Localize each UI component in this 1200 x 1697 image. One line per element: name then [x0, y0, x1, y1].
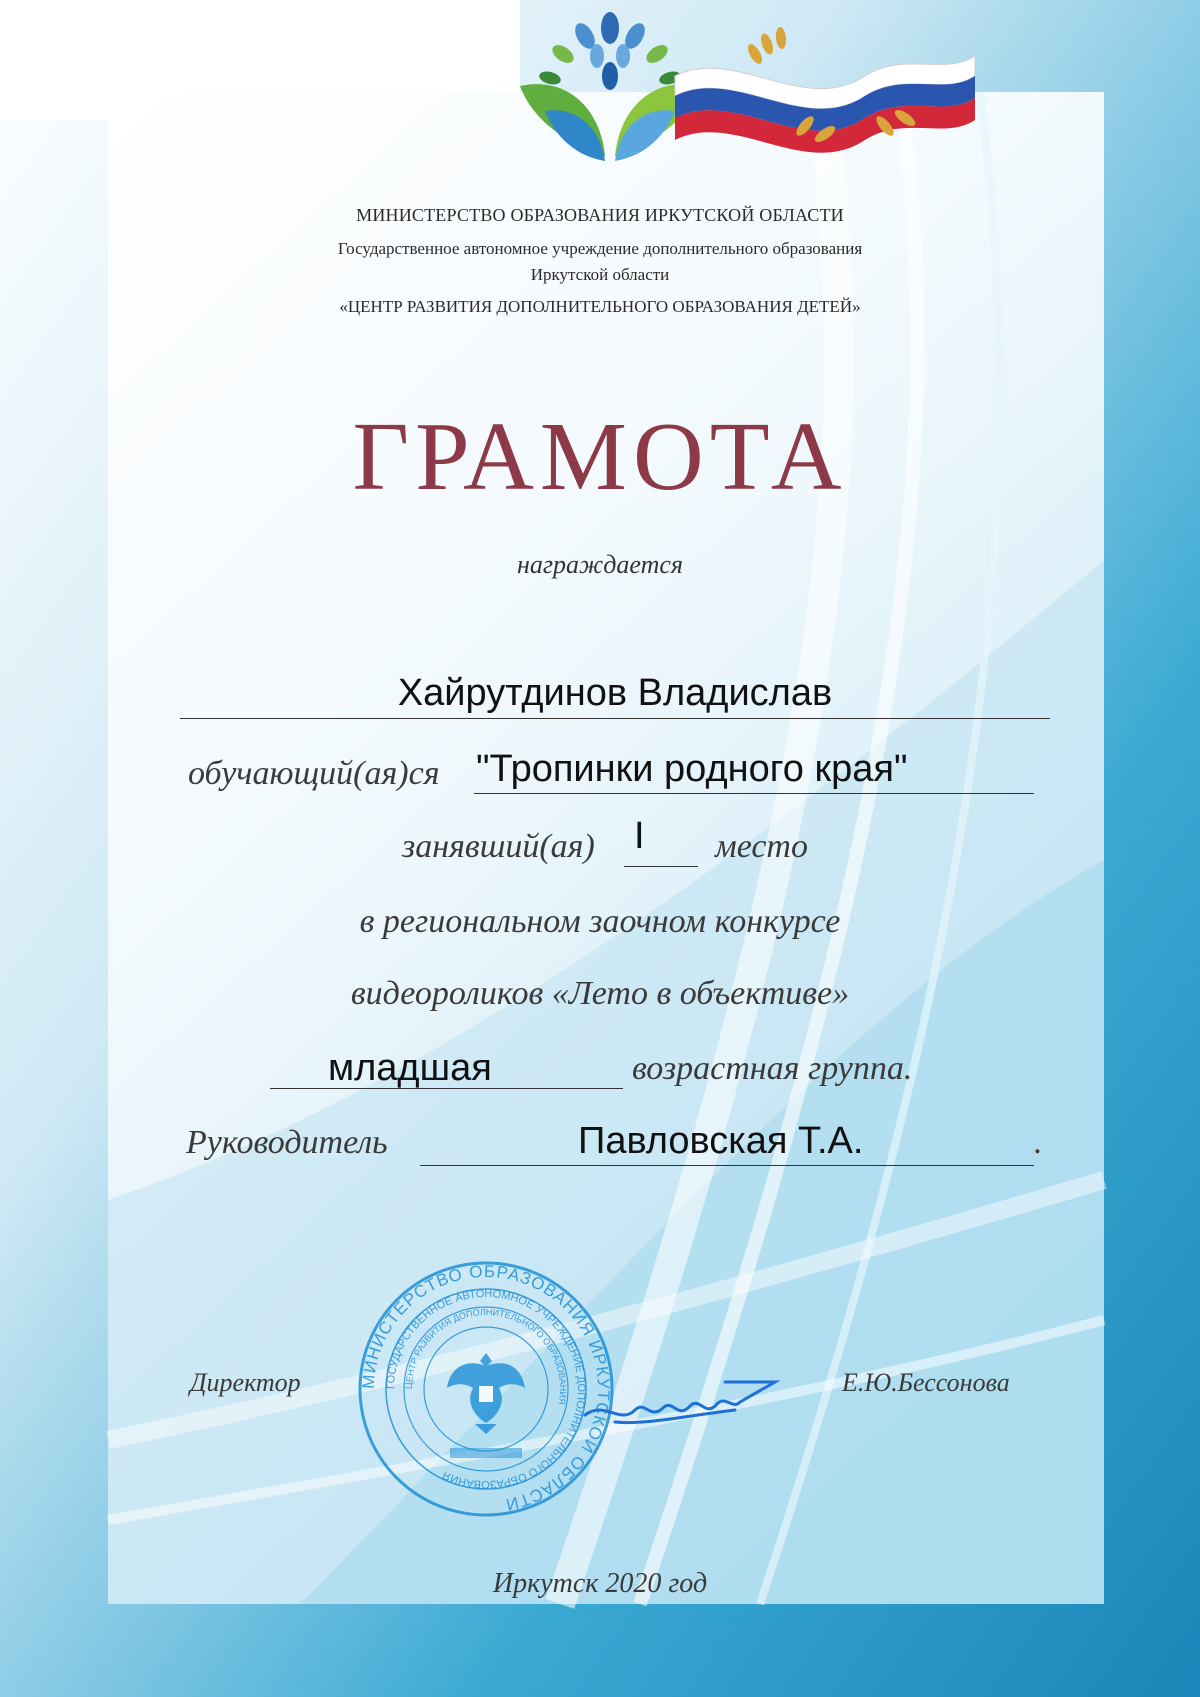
place-label: занявший(ая)	[402, 828, 595, 865]
ministry-heading: МИНИСТЕРСТВО ОБРАЗОВАНИЯ ИРКУТСКОЙ ОБЛАСТИ	[356, 205, 844, 225]
director-label: Директор	[190, 1368, 301, 1397]
supervisor-name: Павловская Т.А.	[578, 1120, 864, 1162]
recipient-name: Хайрутдинов Владислав	[397, 672, 833, 714]
contest-line-2: видеороликов «Лето в объективе»	[350, 975, 850, 1012]
center-heading: «ЦЕНТР РАЗВИТИЯ ДОПОЛНИТЕЛЬНОГО ОБРАЗОВАНИЯ ДЕТЕЙ»	[339, 297, 861, 316]
supervisor-end: .	[1034, 1124, 1043, 1161]
program-name: "Тропинки родного края"	[476, 748, 908, 790]
student-label: обучающий(ая)ся	[188, 755, 440, 792]
education-logo-icon	[505, 6, 1025, 176]
certificate-title: ГРАМОТА	[352, 403, 848, 511]
program-underline	[474, 793, 1034, 794]
awarded-text: награждается	[517, 550, 683, 579]
supervisor-underline	[420, 1165, 1034, 1166]
age-group-underline	[270, 1088, 623, 1089]
place-underline	[624, 866, 698, 867]
region-heading: Иркутской области	[530, 265, 670, 284]
recipient-underline	[180, 718, 1050, 719]
director-name: Е.Ю.Бессонова	[842, 1368, 1010, 1397]
eagle-emblem-icon	[447, 1353, 525, 1434]
place-value: I	[634, 815, 645, 857]
place-suffix: место	[715, 828, 808, 865]
age-group-suffix: возрастная группа.	[632, 1050, 913, 1087]
seal-inner-text: ГОСУДАРСТВЕННОЕ АВТОНОМНОЕ УЧРЕЖДЕНИЕ ДОПОЛНИТЕЛЬНОГО ОБРАЗОВАНИЯ	[384, 1287, 588, 1491]
contest-line-1: в региональном заочном конкурсе	[359, 903, 841, 940]
institution-heading: Государственное автономное учреждение дополнительного образования	[337, 239, 863, 258]
seal-outer-text: МИНИСТЕРСТВО ОБРАЗОВАНИЯ ИРКУТСКОЙ ОБЛАСТИ	[358, 1261, 614, 1515]
supervisor-label: Руководитель	[186, 1124, 388, 1161]
seal-center-text: ЦЕНТР РАЗВИТИЯ ДОПОЛНИТЕЛЬНОГО ОБРАЗОВАНИЯ	[403, 1306, 569, 1406]
age-group-value: младшая	[328, 1047, 492, 1089]
signature-icon	[575, 1370, 785, 1440]
city-year: Иркутск 2020 год	[492, 1568, 708, 1599]
